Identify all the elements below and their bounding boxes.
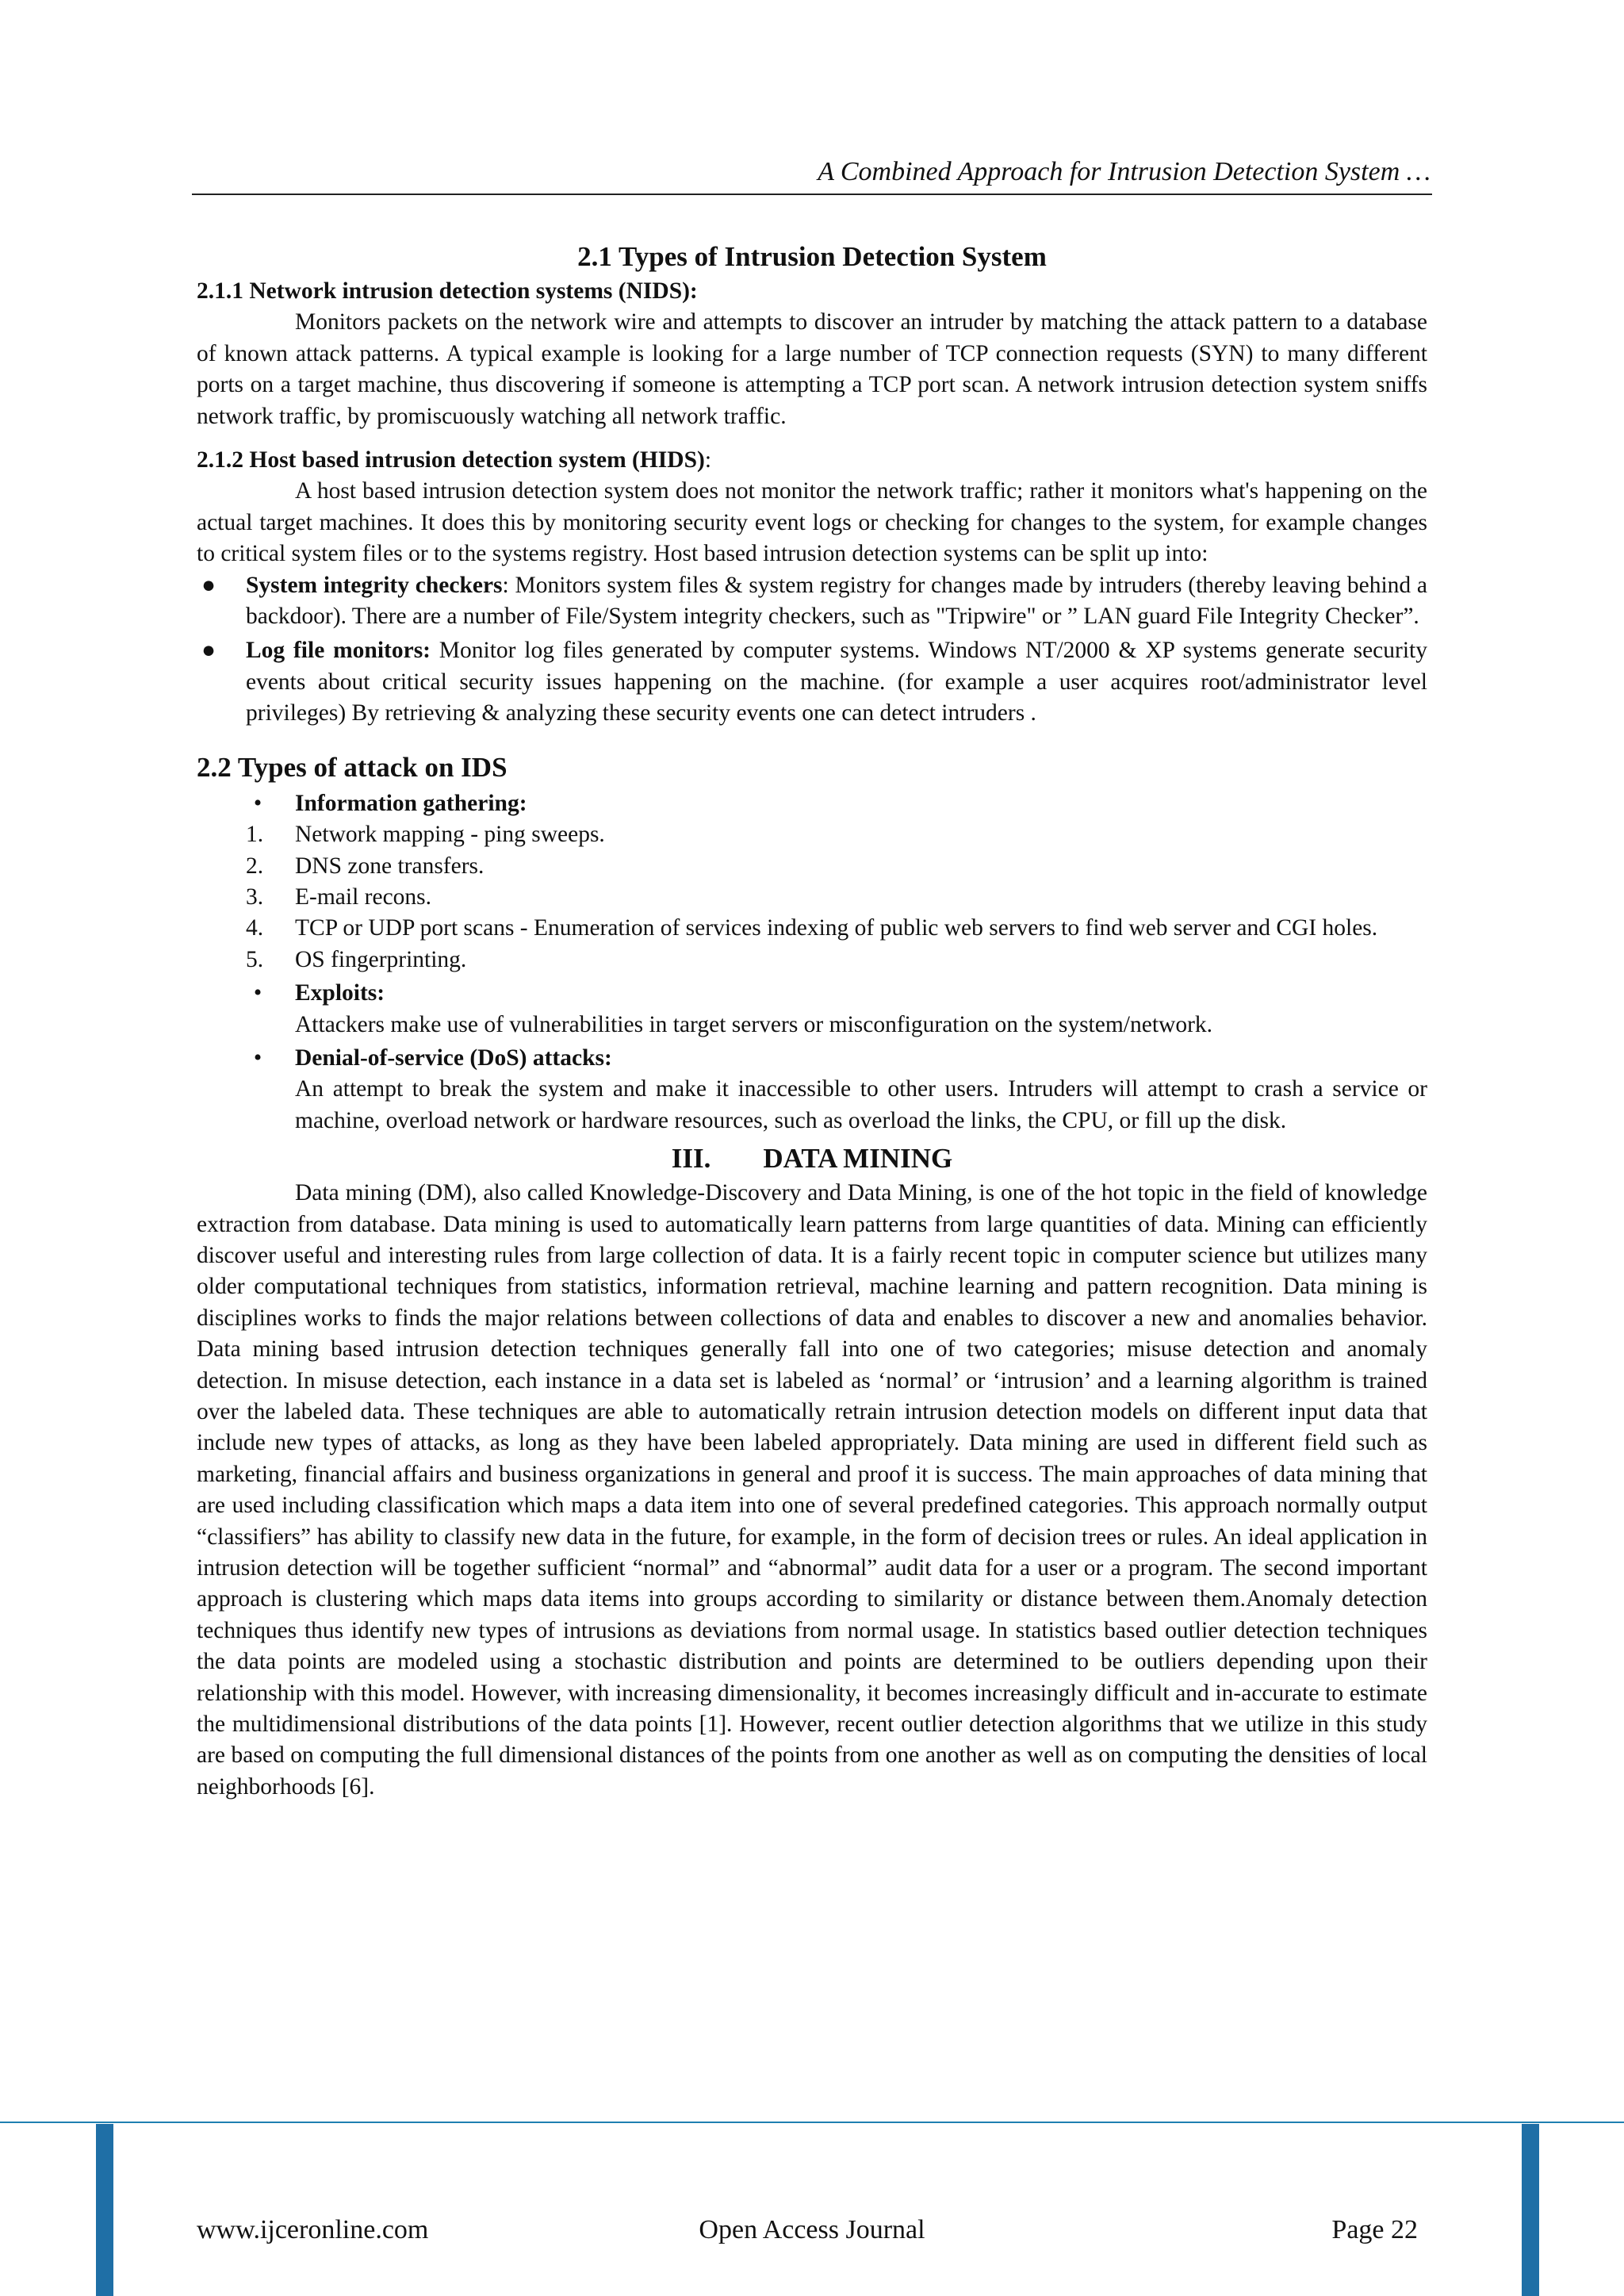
section-3-title	[197, 1141, 1427, 1176]
numbered-item	[197, 819, 1427, 850]
header-rule	[192, 194, 1432, 195]
numbered-item	[197, 882, 1427, 913]
hids-heading-line	[197, 445, 1427, 476]
dos-label: Denial-of-service (DoS) attacks:	[295, 1045, 612, 1071]
hids-heading-colon: :	[704, 447, 712, 473]
hids-paragraph: A host based intrusion detection system does not monitor the network traffic; rather it monitors what's happening on the actual target machines. It does this by monitoring security event logs or checking for changes to the system, for example changes to critical system files or to the systems registry. Host based intrusion detection systems can be split up into:	[197, 478, 1427, 567]
info-gathering-label: Information gathering:	[295, 790, 527, 816]
page-body	[197, 236, 1427, 1803]
footer-bar-right	[1522, 2124, 1539, 2296]
section-2-2-title: 2.2 Types of attack on IDS	[197, 751, 508, 783]
item-number: 4.	[246, 915, 264, 941]
bullet-icon: •	[253, 790, 262, 816]
journal-website: www.ijceronline.com	[197, 2215, 429, 2244]
list-item	[197, 788, 1427, 819]
item-number: 1.	[246, 822, 264, 848]
item-text: E-mail recons.	[295, 884, 432, 910]
section-numeral: III.	[671, 1143, 711, 1175]
bullet-icon: •	[253, 1045, 262, 1071]
item-text: OS fingerprinting.	[295, 946, 467, 972]
footer-bar-left	[96, 2124, 113, 2296]
numbered-item	[197, 851, 1427, 882]
numbered-item	[197, 945, 1427, 976]
bullet-icon: ●	[201, 638, 216, 664]
list-item	[197, 635, 1427, 729]
running-head: A Combined Approach for Intrusion Detection System …	[818, 157, 1431, 186]
item-number: 2.	[246, 853, 264, 879]
list-item	[197, 978, 1427, 1009]
bullet-term: Log file monitors:	[246, 638, 431, 664]
data-mining-paragraph: Data mining (DM), also called Knowledge-Discovery and Data Mining, is one of the hot topic in the field of knowledge extraction from database. Data mining is used to automatically learn patterns from large quantities of data. Mining can efficiently discover useful and interesting rules from large collection of data. It is a fairly recent topic in computer science but utilizes many older computational techniques from statistics, information retrieval, machine learning and pattern recognition. Data mining is disciplines works to finds the major relations between collections of data and enables to discover a new and anomalies behavior. Data mining based intrusion detection techniques generally fall into one of two categories; misuse detection and anomaly detection. In misuse detection, each instance in a data set is labeled as ‘normal’ or ‘intrusion’ and a learning algorithm is trained over the labeled data. These techniques are able to automatically retrain intrusion detection models on different input data that include new types of attacks, as long as they have been labeled appropriately. Data mining are used in different field such as marketing, financial affairs and business organizations in general and proof it is success. The main approaches of data mining that are used including classification which maps a data item into one of several predefined categories. This approach normally output “classifiers” has ability to classify new data in the future, for example, in the form of decision trees or rules. An ideal application in intrusion detection will be together sufficient “normal” and “abnormal” audit data for a user or a program. The second important approach is clustering which maps data items into groups according to similarity or distance between them.Anomaly detection techniques thus identify new types of intrusions as deviations from normal usage. In statistics based outlier detection techniques the data points are modeled using a stochastic distribution and points are determined to be outliers depending upon their relationship with this model. However, with increasing dimensionality, it becomes increasingly difficult and in-accurate to estimate the multidimensional distributions of the data points [1]. However, recent outlier detection algorithms that we utilize in this study are based on computing the full dimensional distances of the points from one another as well as on computing the densities of local neighborhoods [6].	[197, 1180, 1427, 1800]
bullet-term: System integrity checkers	[246, 572, 503, 598]
bullet-icon: ●	[201, 572, 216, 598]
bullet-text: Monitor log files generated by computer systems. Windows NT/2000 & XP systems generate security events about critical security issues happening on the machine. (for example a user acquires root/administrator level privileges) By retrieving & analyzing these security events one can detect intruders .	[246, 638, 1427, 726]
dos-text: An attempt to break the system and make it inaccessible to other users. Intruders will attempt to crash a service or machine, overload network or hardware resources, such as overload the links, the CPU, or fill up the disk.	[295, 1076, 1427, 1133]
hids-heading: 2.1.2 Host based intrusion detection system (HIDS)	[197, 447, 705, 473]
item-text: Network mapping - ping sweeps.	[295, 822, 605, 848]
list-item	[197, 570, 1427, 633]
bullet-text: : Monitors system files & system registry for changes made by intruders (thereby leaving behind a backdoor). There are a number of File/System integrity checkers, such as "Tripwire" or ” LAN guard File Integrity Checker”.	[246, 572, 1428, 630]
nids-paragraph: Monitors packets on the network wire and attempts to discover an intruder by matching the attack pattern to a database of known attack patterns. A typical example is looking for a large number of TCP connection requests (SYN) to many different ports on a target machine, thus discovering if someone is attempting a TCP port scan. A network intrusion detection system sniffs network traffic, by promiscuously watching all network traffic.	[197, 309, 1427, 429]
section-title: DATA MINING	[763, 1143, 953, 1175]
numbered-item	[197, 913, 1427, 944]
item-text: DNS zone transfers.	[295, 853, 485, 879]
nids-heading: 2.1.1 Network intrusion detection systems (NIDS):	[197, 278, 698, 304]
page-number: Page 22	[1331, 2215, 1418, 2244]
exploits-label: Exploits:	[295, 980, 385, 1006]
list-item	[197, 1043, 1427, 1074]
item-number: 3.	[246, 884, 264, 910]
journal-access-label: Open Access Journal	[699, 2215, 925, 2244]
section-2-1-title: 2.1 Types of Intrusion Detection System	[577, 241, 1047, 272]
item-number: 5.	[246, 946, 264, 972]
item-text: TCP or UDP port scans - Enumeration of services indexing of public web servers to find web server and CGI holes.	[295, 915, 1378, 941]
bullet-icon: •	[253, 980, 262, 1006]
exploits-text: Attackers make use of vulnerabilities in target servers or misconfiguration on the system/network.	[295, 1011, 1213, 1037]
footer-rule	[0, 2122, 1624, 2123]
